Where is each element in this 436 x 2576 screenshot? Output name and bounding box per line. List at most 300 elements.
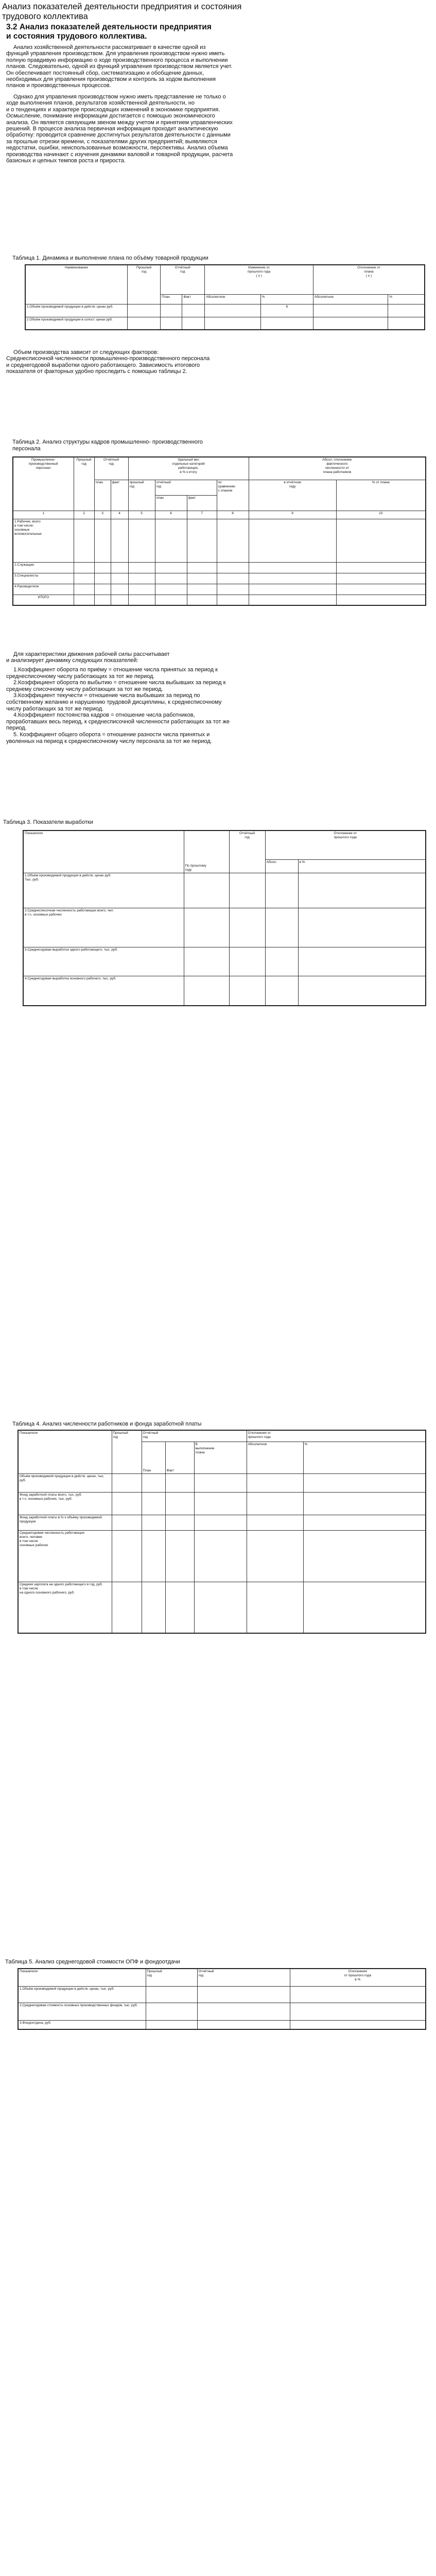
paragraph-line: Среднесписочной численности промышленно-производственного персонала [6,355,210,362]
cell [249,595,336,605]
table-row [23,947,426,976]
cell-text: 9 [291,512,293,515]
cell [128,519,155,563]
table-row [18,1492,426,1515]
header-text: в % [299,860,305,864]
cell [74,519,94,563]
column-number [13,511,74,519]
cell-text: 4.Руководители [14,584,39,588]
header-text: Показатели [20,1970,38,1973]
paragraph-line: Он обеспечивает постоянный сбор, систематизацию и обобщение данных, [6,70,204,76]
header-text: Абсолютное [206,295,225,299]
header-text: Факт [183,295,191,299]
header-deviation [249,457,426,480]
table-row [18,2003,426,2020]
cell-text: 3 [101,512,103,515]
paragraph-line: 2.Коэффициент оборота по выбытию = отношение числа выбывших за период к [13,680,226,686]
cell-text: всего, человек [20,1535,42,1539]
paragraph-line: проработавших весь период, к среднесписочной численности работающих за тот же [6,718,230,725]
paragraph-line: среднему списочному числу работающих за тот же период. [6,686,163,692]
section-heading-line: 3.2 Анализ показателей деятельности предприятия [6,23,212,31]
caption-text: Таблица 5. Анализ среднегодовой стоимости ОПФ и фондоотдачи [5,1959,180,1965]
cell [303,1515,426,1530]
table-row [13,562,426,573]
cell [290,1986,426,2003]
cell-text: на одного основного рабочего, руб. [20,1590,75,1595]
cell [217,573,249,584]
header-text: отдельных категорий [172,462,205,466]
cell-text: Среднегодовая численность работающих [20,1531,85,1535]
header-text: плана [195,1450,205,1454]
table2-caption [12,439,424,452]
header-text: Отчётный [143,1431,159,1435]
header-category [13,457,74,511]
header-plan [142,1442,165,1473]
row-label [13,519,74,563]
cell [161,317,182,330]
cell [184,976,229,1006]
cell [187,519,217,563]
header-text: производственный [28,462,58,466]
cell [165,1492,194,1515]
analysis-paragraph [6,94,429,164]
cell [194,1473,247,1492]
column-number [217,511,249,519]
cell [336,519,426,563]
cell [155,519,187,563]
header-text: с планом [218,488,233,493]
paragraph-line: Осмысление, понимание информации достигается с помощью экономического [6,113,215,120]
cell [336,595,426,605]
paragraph-line: Для характеристики движения рабочей силы рассчитывает [13,651,170,657]
row-label [18,1473,112,1492]
paragraph-line: планов и производственных процессов. [6,82,111,89]
cell [161,304,182,317]
header-text: прошлого года [248,270,271,274]
caption-text: персонала [12,446,41,452]
cell-text: Средняя зарплата на одного работающего в год, руб. [20,1582,103,1586]
paragraph-line: и среднегодовой выработки одного работающего. Зависимость итогового [6,362,200,368]
cell [229,873,265,908]
header-text: год [129,484,134,488]
cell [187,573,217,584]
header-pct-of-plan [336,480,426,511]
cell [205,317,260,330]
cell [128,562,155,573]
header-text: Изменение от [248,266,270,269]
cell-text: 8 [286,304,288,309]
header-prev-year [146,1969,197,1986]
cell [229,976,265,1006]
paragraph-line: Анализ хозяйственной деятельности рассматривает в качестве одной из [13,44,206,50]
cell [249,519,336,563]
header-text: % от плана [372,480,390,484]
column-number [155,511,187,519]
cell [94,562,111,573]
cell [265,908,298,947]
cell [303,1582,426,1633]
header-text: прошлого года [248,1435,271,1439]
header-text: Прошлый [113,1431,128,1435]
header-change [265,831,426,859]
table1-caption [12,255,424,262]
table4-payroll [18,1430,426,1634]
header-text: год [180,270,185,274]
cell [197,2003,290,2020]
paragraph-line: среднесписочному числу работающих за тот же период. [6,673,155,680]
cell-text: в том числе [20,1586,38,1590]
cell [290,2003,426,2020]
header-prev [128,480,155,511]
header-in-report-year [249,480,336,511]
header-change-plan [217,480,249,511]
table-row [23,976,426,1006]
table-row [18,1582,426,1633]
cell [388,317,425,330]
header-prev-year [112,1430,142,1473]
cell [298,947,426,976]
table-row [23,908,426,947]
header-text: год [141,270,147,274]
cell [128,317,161,330]
paragraph-line: числу работающих за тот же период. [6,705,104,712]
header-text: Прошлый [76,458,92,462]
header-report-year [142,1430,247,1442]
row-label [13,562,74,573]
cell [217,595,249,605]
cell-text: 2.Служащие: [14,563,35,567]
header-text: Отклонение от [334,832,357,835]
paragraph-line: 4.Коэффициент постоянства кадров = отношение числа работников, [13,712,195,719]
column-number [128,511,155,519]
cell [142,1515,165,1530]
row-label [23,976,184,1006]
cell-text: 3.Фондоотдача, руб. [20,2021,51,2025]
header-name [18,1430,112,1473]
cell [298,873,426,908]
caption-text: Таблица 3. Показатели выработки [3,819,93,825]
cell-text: 1.Объём производимой продукции в действ. ценах руб. [27,304,113,309]
cell [112,1473,142,1492]
paragraph-line: обработку: проводится сравнение достигнутых результатов деятельности с данными [6,132,231,139]
row-label [18,2020,146,2029]
cell-text: 1.Объём производимой продукции в действ. ценах, тыс. руб. [20,1987,115,1991]
header-text: в отчётном [284,480,301,484]
paragraph-line: функций управления производством. Для управления производством нужно иметь [6,50,225,57]
header-plan [94,480,111,511]
paragraph-line: 3.Коэффициент текучести = отношение числа выбывших за период по [13,692,200,699]
cell [217,562,249,573]
header-text: План [162,295,170,299]
cell-text: ИТОГО [38,595,49,599]
header-change [247,1430,426,1442]
cell [187,562,217,573]
header-text: факт [112,480,120,484]
header-text: Прошлый [147,1970,162,1973]
cell-text: 2 [83,512,85,515]
cell [217,584,249,595]
cell [128,584,155,595]
cell [165,1473,194,1492]
cell [74,595,94,605]
cell [112,1515,142,1530]
cell [194,1582,247,1633]
paragraph-line: производства начинают с изучения динамики валовой и товарной продукции, расчета [6,151,233,158]
table-row [18,1530,426,1582]
header-text: по [218,480,222,484]
table-row [13,519,426,563]
volume-paragraph [6,349,429,375]
header-report-year [229,831,265,873]
row-label [23,947,184,976]
table1-volume [25,264,425,330]
table-row [13,573,426,584]
cell [247,1473,303,1492]
header-fact [187,495,217,511]
header-fact [111,480,128,511]
header-pct [303,1442,426,1473]
cell [290,2020,426,2029]
header-text: % [304,1442,308,1446]
header-report-year [161,265,205,295]
header-pct [298,859,426,873]
header-text: плана работников [323,470,352,474]
cell [303,1492,426,1515]
cell [74,562,94,573]
header-text: факт [188,496,196,500]
cell [298,976,426,1006]
paragraph-line: Однако для управления производством нужно иметь представление не только о [13,94,226,100]
cell [313,304,388,317]
cell-text: 1.Объём производимой продукции в действ. ценах руб. [25,873,111,877]
cell [146,2003,197,2020]
header-text: год [113,1435,118,1439]
header-text: от прошлого года [344,1974,371,1977]
header-fact [182,295,205,304]
cell [146,2020,197,2029]
cell [165,1515,194,1530]
column-number [249,511,336,519]
document-title-line: трудового коллектива [2,12,88,21]
column-number [187,511,217,519]
cell-text: вспомогательные [14,532,42,536]
header-text: Абсолютное [248,1442,267,1446]
header-plan [155,495,187,511]
cell [197,1986,290,2003]
paragraph-line: 5. Коэффициент общего оборота = отношение разности числа принятых и [13,731,210,738]
cell [184,908,229,947]
cell-text: в том числе [20,1539,38,1543]
cell [111,562,128,573]
cell [197,2020,290,2029]
header-prev-year [184,831,229,873]
header-text: Отклонение от [357,266,380,269]
header-text: прошлого года [334,836,357,839]
row-label [23,908,184,947]
cell [146,1986,197,2003]
paragraph-line: уволенных на период к среднесписочному числу персонала за тот же период. [6,738,212,744]
cell [142,1492,165,1515]
cell [303,1473,426,1492]
header-text: в % к итогу [180,470,197,474]
cell-text: в т.ч. основных рабочих [25,912,62,917]
cell [265,947,298,976]
column-number [111,511,128,519]
header-text: ( ± ) [365,274,372,278]
header-text: численности от [325,466,350,470]
cell-text: Тыс. руб. [25,877,39,882]
cell [142,1473,165,1492]
table3-output [23,830,426,1006]
total-row [13,595,426,605]
header-abs [265,859,298,873]
cell-text: 4 [118,512,120,515]
paragraph-line: и анализирует динамику следующих показателей: [6,657,138,664]
paragraph-line: решений. В процессе анализа первичная информация проходит аналитическую [6,126,218,132]
paragraph-line: необходимых для управления производством и контроль за ходом выполнения [6,76,216,83]
movement-paragraph [6,651,429,664]
document-title-line: Анализ показателей деятельности предприятия и состояния [2,2,242,11]
row-label [18,1582,112,1633]
header-text: год [198,1974,203,1977]
caption-text: Таблица 1. Динамика и выполнение плана по объёму товарной продукции [12,255,208,261]
paragraph-line: показателя от факторных удобно проследить с помощью таблицы 2. [6,368,187,375]
cell [336,573,426,584]
cell-text: 10 [379,512,383,515]
cell [247,1492,303,1515]
cell [165,1530,194,1582]
cell [265,976,298,1006]
cell [194,1530,247,1582]
header-report-year [197,1969,290,1986]
section-heading-line: и состояния трудового коллектива. [6,32,147,41]
cell [128,304,161,317]
table-row [18,1473,426,1492]
header-text: в % [355,1978,361,1981]
cell [111,519,128,563]
cell-text: в т.ч. основных рабочих, тыс. руб. [20,1497,73,1501]
cell-text: 3.Специалисты [14,573,39,578]
cell [182,317,205,330]
header-text: план [156,496,164,500]
header-text: Удельный вес [178,458,199,462]
paragraph-line: базисных и цепных темпов роста и прироста. [6,158,126,164]
cell [336,562,426,573]
table-row [18,1986,426,2003]
cell [229,908,265,947]
header-text: год [147,1974,152,1977]
cell [112,1582,142,1633]
cell [111,573,128,584]
row-label [13,595,74,605]
header-text: Отчётный [198,1970,214,1973]
row-label [25,304,128,317]
header-text: плана [364,270,374,274]
cell [388,304,425,317]
header-text: Показатели [25,832,43,835]
cell [184,873,229,908]
cell [94,519,111,563]
cell [260,317,313,330]
cell [217,519,249,563]
header-text: прошлый [129,480,144,484]
table3-caption [3,819,415,826]
cell [111,595,128,605]
header-text: Отчётный [103,458,119,462]
row-label [13,573,74,584]
cell [74,584,94,595]
header-abs [205,295,260,304]
header-text: год [143,1435,148,1439]
header-in-plan [194,1442,247,1473]
header-text: Промышленно- [31,458,56,462]
header-text: году [185,868,192,872]
cell-text: 8 [232,512,234,515]
row-label [13,584,74,595]
caption-text: Таблица 4. Анализ численности работников и фонда заработной платы [12,1421,202,1427]
header-text: году [289,484,296,488]
cell-text: Объём производимой продукции в действ. ценах, тыс. руб. [20,1474,104,1482]
cell [247,1582,303,1633]
cell [94,584,111,595]
header-text: Отклонение от [248,1431,271,1435]
header-text: фактического [326,462,348,466]
header-text: год [109,462,114,466]
column-number [74,511,94,519]
paragraph-line: за прошлые отрезки времени, с показателями других предприятий; выявляются [6,138,217,145]
table-row [18,2020,426,2029]
header-name [18,1969,146,1986]
cell-text: 1.Рабочие, всего [14,520,41,524]
row-label [18,1492,112,1515]
cell-text: 2.Среднегодовая стоимость основных производственных фондов, тыс. руб. [20,2003,138,2007]
cell [155,562,187,573]
header-text: отчётный [156,480,171,484]
header-abs [313,295,388,304]
header-text: Абсолютное [314,295,334,299]
row-label [23,873,184,908]
cell-text: 5 [141,512,143,515]
cell [313,317,388,330]
header-report [155,480,217,495]
paragraph-line: ходе выполнения планов, результатов хозяйственной деятельности, но [6,100,195,107]
paragraph-line: собственному желанию и нарушению трудовой дисциплины, к среднесписочному [6,699,222,705]
header-report-year [94,457,128,480]
header-name [25,265,128,304]
cell [265,873,298,908]
table-row [25,304,425,317]
header-text: Факт [166,1468,174,1472]
table-row [13,584,426,595]
header-text: Абсол. отклонение [322,458,352,462]
paragraph-line: 1.Коэффициент оборота по приёму = отношение числа принятых за период к [13,667,218,673]
column-number [94,511,111,519]
cell [187,584,217,595]
header-change-vs-plan [313,265,425,295]
header-text: год [245,836,250,839]
cell [128,573,155,584]
cell [247,1530,303,1582]
header-text: работающих, [178,466,199,470]
table-row [18,1515,426,1530]
cell [260,304,313,317]
header-abs [247,1442,303,1473]
header-text: Абсол. [266,860,277,864]
header-change [290,1969,426,1986]
cell [249,573,336,584]
header-text: В [195,1442,198,1446]
cell [111,584,128,595]
